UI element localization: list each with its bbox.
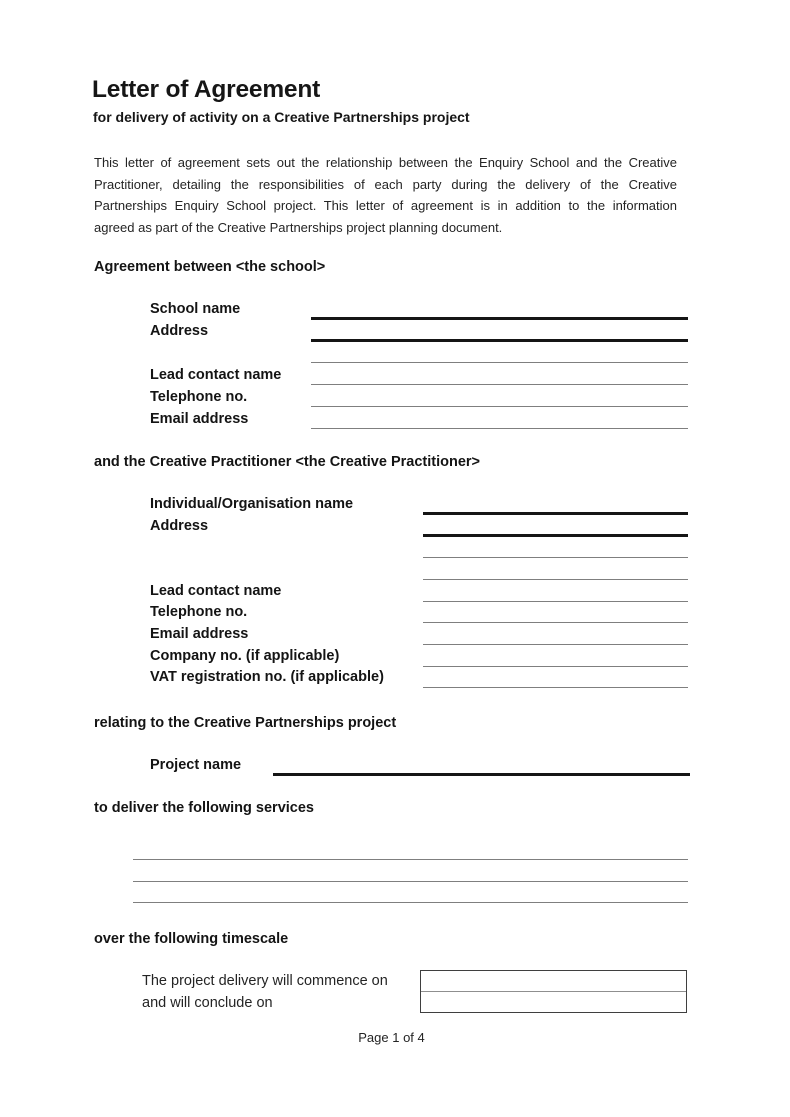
- school-telephone-label: Telephone no.: [150, 389, 248, 405]
- practitioner-email-input-line[interactable]: [423, 644, 688, 645]
- practitioner-address-input-line-3[interactable]: [423, 579, 688, 580]
- intro-line: Partnerships Enquiry School project. This letter of agreement is in addition to the information: [94, 198, 677, 214]
- practitioner-vat-no-label: VAT registration no. (if applicable): [150, 669, 384, 685]
- intro-paragraph: [94, 152, 677, 238]
- practitioner-name-label: Individual/Organisation name: [150, 496, 354, 512]
- intro-line: agreed as part of the Creative Partnerships project planning document.: [94, 219, 503, 235]
- conclude-date-label: and will conclude on: [142, 995, 273, 1011]
- project-section-heading: relating to the Creative Partnerships project: [94, 715, 397, 731]
- page-number: Page 1 of 4: [358, 1030, 425, 1045]
- school-address-label: Address: [150, 323, 209, 339]
- school-name-label: School name: [150, 301, 241, 317]
- project-name-label: Project name: [150, 757, 242, 773]
- practitioner-company-no-input-line[interactable]: [423, 666, 688, 667]
- practitioner-address-label: Address: [150, 518, 209, 534]
- school-telephone-input-line[interactable]: [311, 406, 688, 407]
- practitioner-name-input-line[interactable]: [423, 512, 688, 515]
- services-input-line-1[interactable]: [133, 859, 688, 860]
- practitioner-address-input-line-2[interactable]: [423, 557, 688, 558]
- project-name-input-line[interactable]: [273, 773, 690, 776]
- school-address-input-line[interactable]: [311, 339, 688, 342]
- timescale-section-heading: over the following timescale: [94, 931, 289, 947]
- conclude-date-cell[interactable]: [421, 992, 686, 1011]
- practitioner-email-label: Email address: [150, 626, 249, 642]
- practitioner-lead-contact-input-line[interactable]: [423, 601, 688, 602]
- page-subtitle: for delivery of activity on a Creative Partnerships project: [93, 109, 470, 125]
- intro-line: Practitioner, detailing the responsibilities of each party during the delivery of the Creative: [94, 176, 677, 192]
- practitioner-lead-contact-label: Lead contact name: [150, 583, 282, 599]
- practitioner-address-input-line[interactable]: [423, 534, 688, 537]
- practitioner-company-no-label: Company no. (if applicable): [150, 648, 340, 664]
- practitioner-section-heading: and the Creative Practitioner <the Creative Practitioner>: [94, 454, 480, 470]
- school-name-input-line[interactable]: [311, 317, 688, 320]
- page-title: Letter of Agreement: [92, 76, 321, 103]
- school-email-input-line[interactable]: [311, 428, 688, 429]
- school-address-input-line-2[interactable]: [311, 362, 688, 363]
- services-section-heading: to deliver the following services: [94, 800, 314, 816]
- school-section-heading: Agreement between <the school>: [94, 259, 326, 275]
- commence-date-label: The project delivery will commence on: [142, 973, 388, 989]
- practitioner-telephone-label: Telephone no.: [150, 604, 248, 620]
- practitioner-vat-no-input-line[interactable]: [423, 687, 688, 688]
- school-lead-contact-label: Lead contact name: [150, 367, 282, 383]
- services-input-line-3[interactable]: [133, 902, 688, 903]
- school-email-label: Email address: [150, 411, 249, 427]
- services-input-line-2[interactable]: [133, 881, 688, 882]
- school-lead-contact-input-line[interactable]: [311, 384, 688, 385]
- commence-date-cell[interactable]: [421, 971, 686, 992]
- project-dates-box: [420, 970, 687, 1013]
- intro-line: This letter of agreement sets out the relationship between the Enquiry School and the Creative: [94, 155, 677, 170]
- practitioner-telephone-input-line[interactable]: [423, 622, 688, 623]
